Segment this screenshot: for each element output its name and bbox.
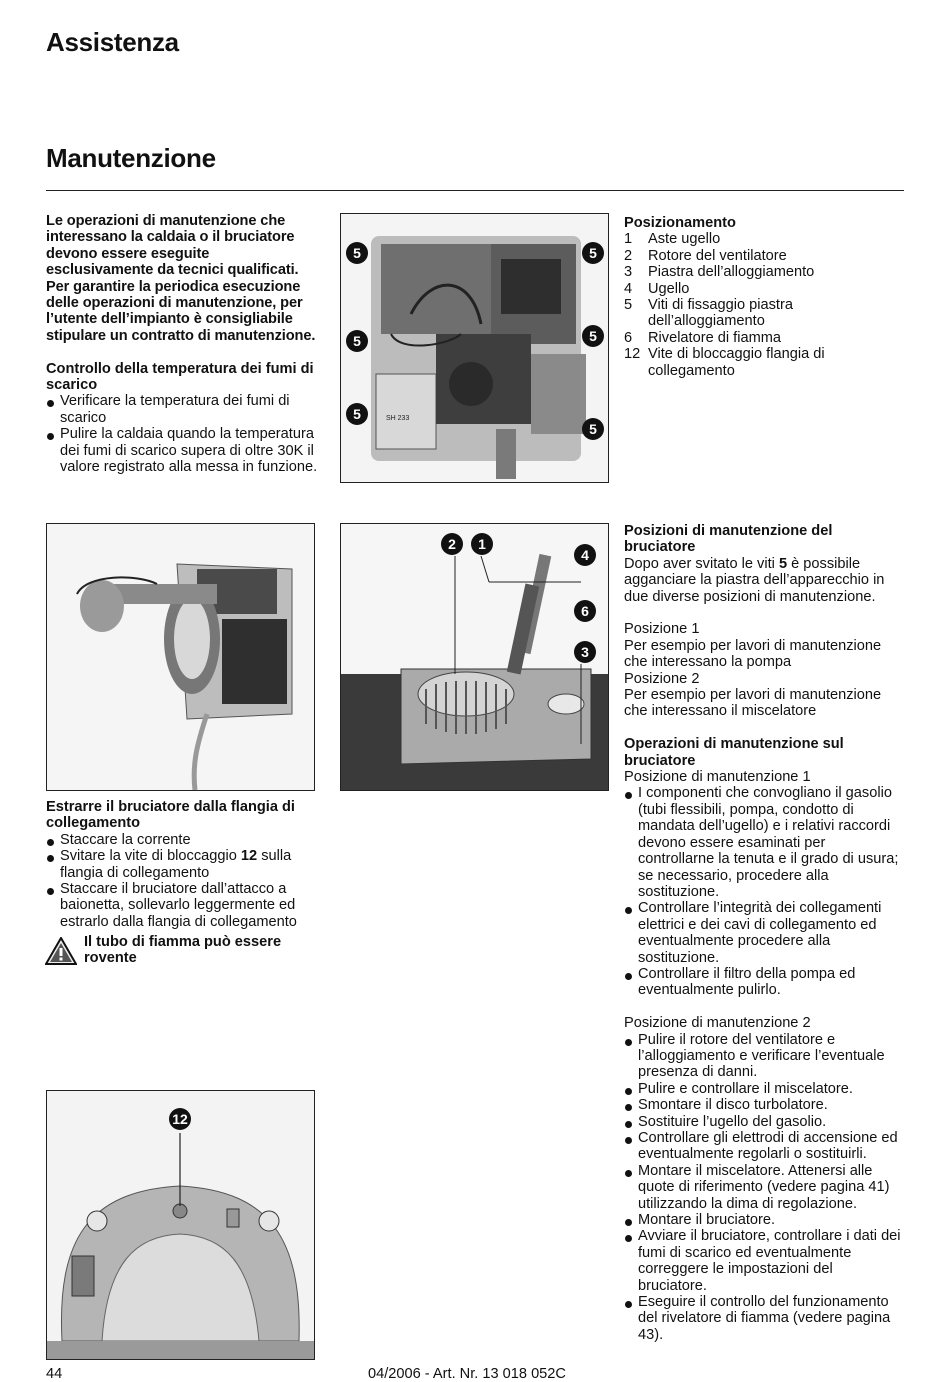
callout-badge: 3 <box>574 641 596 663</box>
burner-ops-pos2-title: Posizione di manutenzione 2 <box>624 1015 811 1032</box>
list-item: Montare il miscelatore. Attenersi alle quote di riferimento (vedere pagina 41) utilizzando la dima di regolazione. <box>624 1163 904 1212</box>
document-reference: 04/2006 - Art. Nr. 13 018 052C <box>368 1366 566 1382</box>
list-item: Avviare il bruciatore, controllare i dati dei fumi di scarico ed eventualmente correggere le impostazioni del bruciatore. <box>624 1228 904 1294</box>
position-2-text: Per esempio per lavori di manutenzione che interessano il miscelatore <box>624 687 882 720</box>
figure-nozzle-assembly <box>340 523 609 791</box>
item-text: Svitare la vite di bloccaggio <box>60 848 241 865</box>
item-bold-ref: 12 <box>240 848 258 865</box>
list-item: Pulire e controllare il miscelatore. <box>624 1081 904 1097</box>
figure-flange-locking-screw <box>46 1090 315 1360</box>
legend-label: Aste ugello <box>648 231 721 248</box>
burner-extracted-photo <box>47 524 314 790</box>
list-item: Staccare la corrente <box>46 832 318 848</box>
list-item: Pulire la caldaia quando la temperatura dei fumi di scarico supera di oltre 30K il valore registrato alla messa in funzione. <box>46 426 318 475</box>
list-item: Smontare il disco turbolatore. <box>624 1097 904 1113</box>
position-1-title: Posizione 1 <box>624 621 700 638</box>
list-item: Controllare il filtro della pompa ed eventualmente pulirlo. <box>624 966 904 999</box>
left-column-top <box>46 213 318 475</box>
relay-label: SH 233 <box>386 415 410 422</box>
flue-check-list <box>46 393 318 475</box>
legend-label: Rivelatore di fiamma <box>648 329 782 346</box>
callout-badge: 5 <box>346 242 368 264</box>
legend-item <box>624 346 904 379</box>
legend-item <box>624 264 904 280</box>
list-item: Staccare il bruciatore dall’attacco a baionetta, sollevarlo leggermente ed estrarlo dalla flangia di collegamento <box>46 881 318 930</box>
legend-number: 6 <box>624 329 633 346</box>
list-item: Sostituire l’ugello del gasolio. <box>624 1114 904 1130</box>
burner-ops-pos1-list <box>624 785 904 998</box>
maintenance-positions-section <box>624 523 904 1343</box>
callout-badge: 12 <box>169 1108 191 1130</box>
callout-badge: 5 <box>346 403 368 425</box>
legend-item <box>624 330 904 346</box>
list-item: Controllare l’integrità dei collegamenti elettrici e dei cavi di collegamento ed eventualmente procedere alla sostituzione. <box>624 900 904 966</box>
section-title: Assistenza <box>46 27 179 57</box>
legend-number: 5 <box>624 297 633 314</box>
legend-number: 12 <box>624 346 641 363</box>
callout-badge: 2 <box>441 533 463 555</box>
callout-badge: 5 <box>582 242 604 264</box>
legend-label: Piastra dell’alloggiamento <box>648 264 815 281</box>
list-item: Montare il bruciatore. <box>624 1212 904 1228</box>
warning-triangle-icon <box>45 937 77 965</box>
burner-ops-pos1-title: Posizione di manutenzione 1 <box>624 769 811 786</box>
callout-badge: 5 <box>346 330 368 352</box>
figure-burner-extracted <box>46 523 315 791</box>
legend-item <box>624 231 904 247</box>
burner-ops-pos2-list <box>624 1032 904 1344</box>
legend-number: 2 <box>624 247 633 264</box>
callout-badge: 5 <box>582 325 604 347</box>
flue-check-heading: Controllo della temperatura dei fumi di scarico <box>46 360 314 394</box>
callout-badge: 4 <box>574 544 596 566</box>
callout-badge: 6 <box>574 600 596 622</box>
maintenance-positions-intro <box>624 556 904 605</box>
remove-burner-list <box>46 832 318 930</box>
burner-plate-photo <box>341 214 608 482</box>
maintenance-positions-heading: Posizioni di manutenzione del bruciatore <box>624 523 833 556</box>
legend-item <box>624 297 904 330</box>
page-number: 44 <box>46 1366 63 1382</box>
figure-burner-plate-screws <box>340 213 609 483</box>
list-item: I componenti che convogliano il gasolio (tubi flessibili, pompa, condotto di mandata dell’ugello) e i relativi raccordi devono essere esaminati per controllarne la tenuta e il grado di usura; se necessario, procedere alla sostituzione. <box>624 785 904 900</box>
warning-text: Il tubo di fiamma può essere rovente <box>84 934 282 967</box>
positioning-legend <box>624 215 904 379</box>
page-title: Manutenzione <box>46 143 216 173</box>
flange-photo <box>47 1091 314 1359</box>
position-2-title: Posizione 2 <box>624 670 700 687</box>
legend-label: Ugello <box>648 280 690 297</box>
list-item <box>46 848 318 881</box>
list-item: Pulire il rotore del ventilatore e l’alloggiamento e verificare l’eventuale presenza di danni. <box>624 1032 904 1081</box>
callout-badge: 5 <box>582 418 604 440</box>
remove-burner-section <box>46 799 318 930</box>
legend-item <box>624 248 904 264</box>
legend-number: 3 <box>624 264 633 281</box>
positioning-list <box>624 231 904 379</box>
legend-label: Vite di bloccaggio flangia di collegamento <box>648 346 825 379</box>
legend-number: 1 <box>624 231 633 248</box>
positioning-heading: Posizionamento <box>624 215 736 231</box>
item-text: sulla flangia di collegamento <box>60 848 292 881</box>
title-rule <box>46 190 904 191</box>
legend-label: Viti di fissaggio piastra dell’alloggiamento <box>648 297 793 330</box>
remove-burner-heading: Estrarre il bruciatore dalla flangia di collegamento <box>46 799 295 832</box>
intro-bold-ref: 5 <box>778 555 788 572</box>
legend-item <box>624 281 904 297</box>
burner-ops-heading: Operazioni di manutenzione sul bruciatore <box>624 736 844 769</box>
position-1-text: Per esempio per lavori di manutenzione che interessano la pompa <box>624 637 882 671</box>
intro-text: Dopo aver svitato le viti <box>624 555 779 572</box>
intro-paragraph: Le operazioni di manutenzione che interessano la caldaia o il bruciatore devono essere eseguite esclusivamente da tecnici qualificati. Per garantire la periodica esecuzione delle operazioni di manutenzione, per l’utente dell’impianto è consigliabile stipulare un contratto di manutenzione. <box>46 213 316 344</box>
intro-text: è possibile agganciare la piastra dell’apparecchio in due diverse posizioni di manutenzione. <box>624 555 885 605</box>
nozzle-assembly-photo <box>341 524 608 790</box>
callout-badge: 1 <box>471 533 493 555</box>
legend-label: Rotore del ventilatore <box>648 247 787 264</box>
list-item: Controllare gli elettrodi di accensione ed eventualmente regolarli o sostituirli. <box>624 1130 904 1163</box>
legend-number: 4 <box>624 280 633 297</box>
list-item: Eseguire il controllo del funzionamento del rivelatore di fiamma (vedere pagina 43). <box>624 1294 904 1343</box>
list-item: Verificare la temperatura dei fumi di scarico <box>46 393 318 426</box>
